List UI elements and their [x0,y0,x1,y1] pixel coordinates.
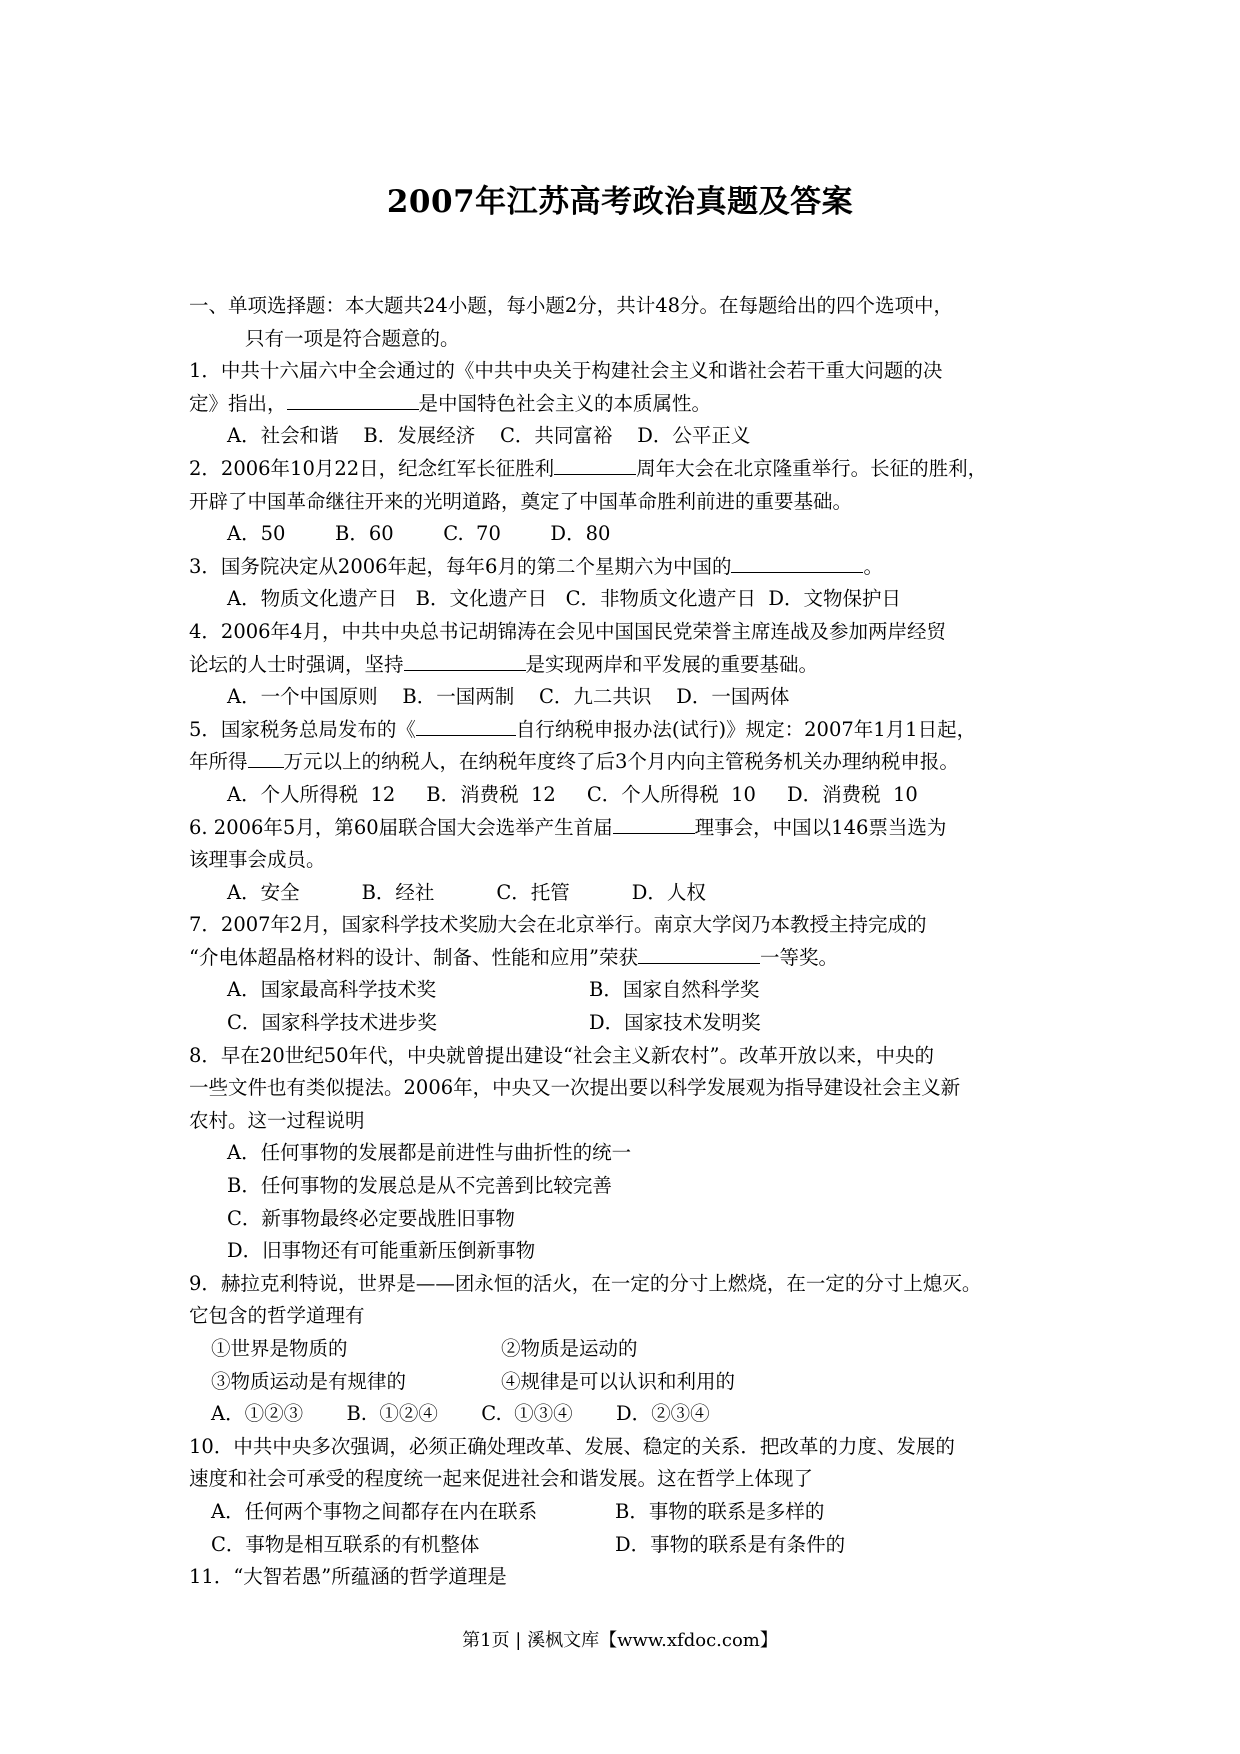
q8-line2: 一些文件也有类似提法。2006年，中央又一次提出要以科学发展观为指导建设社会主义新 [189,1076,961,1100]
q10-line2: 速度和社会可承受的程度统一起来促进社会和谐发展。这在哲学上体现了 [189,1467,814,1491]
q7-options-row1: A．国家最高科学技术奖 B．国家自然科学奖 [227,978,760,1002]
answer-blank [554,454,636,475]
q6-line2: 该理事会成员。 [189,848,326,872]
q8-option-a: A．任何事物的发展都是前进性与曲折性的统一 [227,1141,632,1165]
document-body [189,290,1069,1594]
page-title: 2007年江苏高考政治真题及答案 [386,184,854,220]
answer-blank [613,812,695,833]
q6-options: A．安全 B．经社 C．托管 D．人权 [227,880,706,904]
answer-blank [287,388,419,409]
q6-line1: 6. 2006年5月，第60届联合国大会选举产生首届 理事会，中国以146票当选为 [189,812,1069,845]
q10-line1: 10．中共中央多次强调，必须正确处理改革、发展、稳定的关系．把改革的力度、发展的 [189,1434,955,1458]
q3-options: A．物质文化遗产日 B．文化遗产日 C．非物质文化遗产日 D．文物保护日 [227,587,902,611]
q1-line2: 定》指出， 是中国特色社会主义的本质属性。 [189,388,1069,421]
q8-option-c: C．新事物最终必定要战胜旧事物 [227,1206,515,1230]
answer-blank [638,942,760,963]
q2-line1: 2．2006年10月22日，纪念红军长征胜利 周年大会在北京隆重举行。长征的胜利， [189,453,1069,486]
q8-option-d: D．旧事物还有可能重新压倒新事物 [227,1239,536,1263]
section-heading: 一、单项选择题：本大题共24小题，每小题2分，共计48分。在每题给出的四个选项中， [189,294,954,317]
q9-line2: 它包含的哲学道理有 [189,1304,365,1328]
q7-line1: 7．2007年2月，国家科学技术奖励大会在北京举行。南京大学闵乃本教授主持完成的 [189,913,927,937]
q2-line2: 开辟了中国革命继往开来的光明道路，奠定了中国革命胜利前进的重要基础。 [189,489,853,513]
q2-options: A．50 B．60 C. 70 D．80 [227,522,611,546]
q9-items-row2: ③物质运动是有规律的 ④规律是可以认识和利用的 [211,1369,736,1393]
q1-line1: 1．中共十六届六中全会通过的《中共中央关于构建社会主义和谐社会若干重大问题的决 [189,359,943,383]
q7-options-row2: C．国家科学技术进步奖 D．国家技术发明奖 [227,1011,761,1035]
q9-options: A．①②③ B. ①②④ C. ①③④ D．②③④ [211,1402,710,1426]
q5-options: A．个人所得税 12 B．消费税 12 C．个人所得税 10 D．消费税 10 [227,782,918,806]
q11-line1: 11．“大智若愚”所蕴涵的哲学道理是 [189,1565,507,1589]
q8-line1: 8．早在20世纪50年代，中央就曾提出建设“社会主义新农村”。改革开放以来，中央的 [189,1043,934,1067]
q10-options-row2: C．事物是相互联系的有机整体 D．事物的联系是有条件的 [211,1532,846,1556]
q4-line2: 论坛的人士时强调，坚持 是实现两岸和平发展的重要基础。 [189,649,1069,682]
q4-options: A．一个中国原则 B．一国两制 C．九二共识 D．一国两体 [227,685,790,709]
q1-options: A．社会和谐 B．发展经济 C．共同富裕 D．公平正义 [227,424,751,448]
q7-line2: “介电体超晶格材料的设计、制备、性能和应用”荣获 一等奖。 [189,942,1069,975]
answer-blank [248,747,284,768]
q8-line3: 农村。这一过程说明 [189,1108,365,1132]
q5-line2: 年所得 万元以上的纳税人，在纳税年度终了后3个月内向主管税务机关办理纳税申报。 [189,746,1069,779]
answer-blank [731,551,863,572]
answer-blank [404,649,526,670]
page-footer: 第1页 | 溪枫文库【www.xfdoc.com】 [462,1630,778,1651]
q9-items-row1: ①世界是物质的 ②物质是运动的 [211,1337,638,1360]
q4-line1: 4．2006年4月，中共中央总书记胡锦涛在会见中国国民党荣誉主席连战及参加两岸经贸 [189,619,946,643]
q9-line1: 9．赫拉克利特说，世界是——团永恒的活火，在一定的分寸上燃烧，在一定的分寸上熄灭。 [189,1271,982,1295]
q3-line1: 3．国务院决定从2006年起，每年6月的第二个星期六为中国的 。 [189,551,1069,584]
section-heading-cont: 只有一项是符合题意的。 [245,326,460,350]
q8-option-b: B．任何事物的发展总是从不完善到比较完善 [227,1174,612,1198]
answer-blank [416,714,516,735]
q10-options-row1: A．任何两个事物之间都存在内在联系 B．事物的联系是多样的 [211,1499,825,1523]
q5-line1: 5．国家税务总局发布的《 自行纳税申报办法(试行)》规定：2007年1月1日起， [189,714,1069,747]
